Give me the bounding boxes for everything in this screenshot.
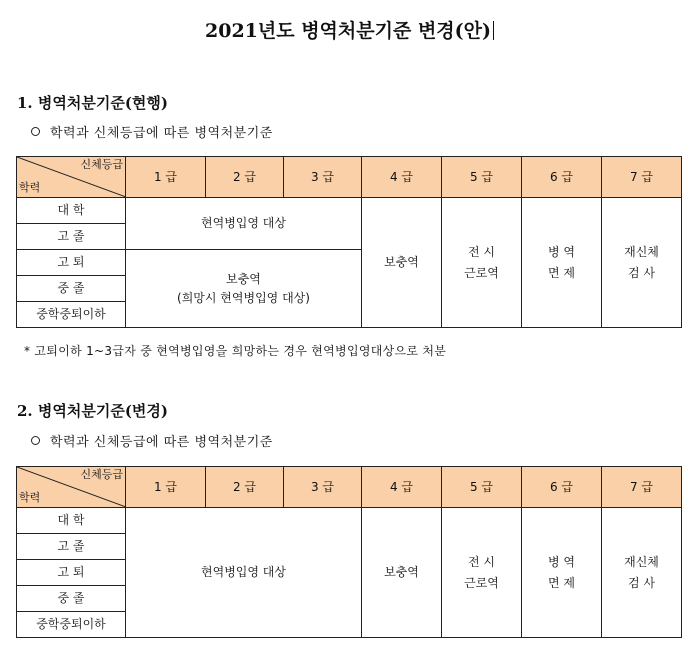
- section2-heading: 2. 병역처분기준(변경): [17, 402, 168, 420]
- grade4-cell: 보충역: [362, 198, 442, 328]
- row-label-middleschool: 중 졸: [17, 276, 126, 302]
- grade7-line1: 재신체: [624, 244, 659, 259]
- grade5-line1: 전 시: [468, 554, 495, 569]
- corner-label-education: 학력: [19, 181, 41, 195]
- table-header-row: [17, 467, 682, 508]
- grade-header-7: 7 급: [602, 157, 682, 198]
- grade-header-1: 1 급: [126, 157, 206, 198]
- table-row: [17, 508, 682, 534]
- corner-label-grade: 신체등급: [80, 468, 123, 481]
- grade4-cell: 보충역: [362, 508, 442, 638]
- grade-header-5: 5 급: [442, 467, 522, 508]
- corner-cell: [17, 467, 126, 508]
- reserve-cell: [126, 250, 362, 328]
- row-label-highschool-dropout: 고 퇴: [17, 250, 126, 276]
- row-label-middleschool: 중 졸: [17, 586, 126, 612]
- grade5-cell: [442, 508, 522, 638]
- grade-header-6: 6 급: [522, 467, 602, 508]
- grade-header-5: 5 급: [442, 157, 522, 198]
- corner-label-education: 학력: [19, 491, 41, 505]
- grade-header-4: 4 급: [362, 157, 442, 198]
- grade5-line2: 근로역: [464, 265, 499, 280]
- circle-bullet-icon: [31, 127, 40, 136]
- grade-header-2: 2 급: [206, 467, 284, 508]
- corner-label-grade: 신체등급: [80, 158, 123, 171]
- row-label-university: 대 학: [17, 508, 126, 534]
- section1-heading: 1. 병역처분기준(현행): [17, 94, 168, 112]
- text-cursor: [493, 21, 494, 40]
- grade6-cell: [522, 508, 602, 638]
- section2-bullet: [31, 431, 273, 450]
- section1-table: [16, 156, 682, 328]
- grade7-line2: 검 사: [628, 265, 655, 280]
- section1-bullet: [31, 122, 273, 141]
- row-label-below-middleschool: 중학중퇴이하: [17, 612, 126, 638]
- table-header-row: [17, 157, 682, 198]
- grade5-line2: 근로역: [464, 575, 499, 590]
- document-title: [0, 16, 699, 43]
- row-label-highschool: 고 졸: [17, 534, 126, 560]
- active-duty-cell: 현역병입영 대상: [126, 198, 362, 250]
- grade6-line1: 병 역: [548, 554, 575, 569]
- grade-header-4: 4 급: [362, 467, 442, 508]
- grade-header-6: 6 급: [522, 157, 602, 198]
- table-row: [17, 198, 682, 224]
- grade-header-2: 2 급: [206, 157, 284, 198]
- circle-bullet-icon: [31, 436, 40, 445]
- reserve-line2: (희망시 현역병입영 대상): [177, 290, 310, 305]
- grade7-cell: [602, 508, 682, 638]
- grade6-cell: [522, 198, 602, 328]
- grade-header-7: 7 급: [602, 467, 682, 508]
- section1-note: * 고퇴이하 1~3급자 중 현역병입영을 희망하는 경우 현역병입영대상으로 처분: [24, 344, 447, 358]
- section2-bullet-text: 학력과 신체등급에 따른 병역처분기준: [50, 435, 273, 450]
- grade5-line1: 전 시: [468, 244, 495, 259]
- row-label-below-middleschool: 중학중퇴이하: [17, 302, 126, 328]
- section1-bullet-text: 학력과 신체등급에 따른 병역처분기준: [50, 126, 273, 141]
- grade7-line2: 검 사: [628, 575, 655, 590]
- row-label-university: 대 학: [17, 198, 126, 224]
- section2-table: [16, 466, 682, 638]
- active-duty-cell: 현역병입영 대상: [126, 508, 362, 638]
- grade-header-3: 3 급: [284, 467, 362, 508]
- grade7-cell: [602, 198, 682, 328]
- row-label-highschool-dropout: 고 퇴: [17, 560, 126, 586]
- document-title-text: 2021년도 병역처분기준 변경(안): [205, 20, 491, 42]
- grade-header-3: 3 급: [284, 157, 362, 198]
- grade-header-1: 1 급: [126, 467, 206, 508]
- corner-cell: [17, 157, 126, 198]
- grade6-line2: 면 제: [548, 265, 575, 280]
- grade7-line1: 재신체: [624, 554, 659, 569]
- reserve-line1: 보충역: [226, 271, 261, 286]
- row-label-highschool: 고 졸: [17, 224, 126, 250]
- grade5-cell: [442, 198, 522, 328]
- grade6-line1: 병 역: [548, 244, 575, 259]
- grade6-line2: 면 제: [548, 575, 575, 590]
